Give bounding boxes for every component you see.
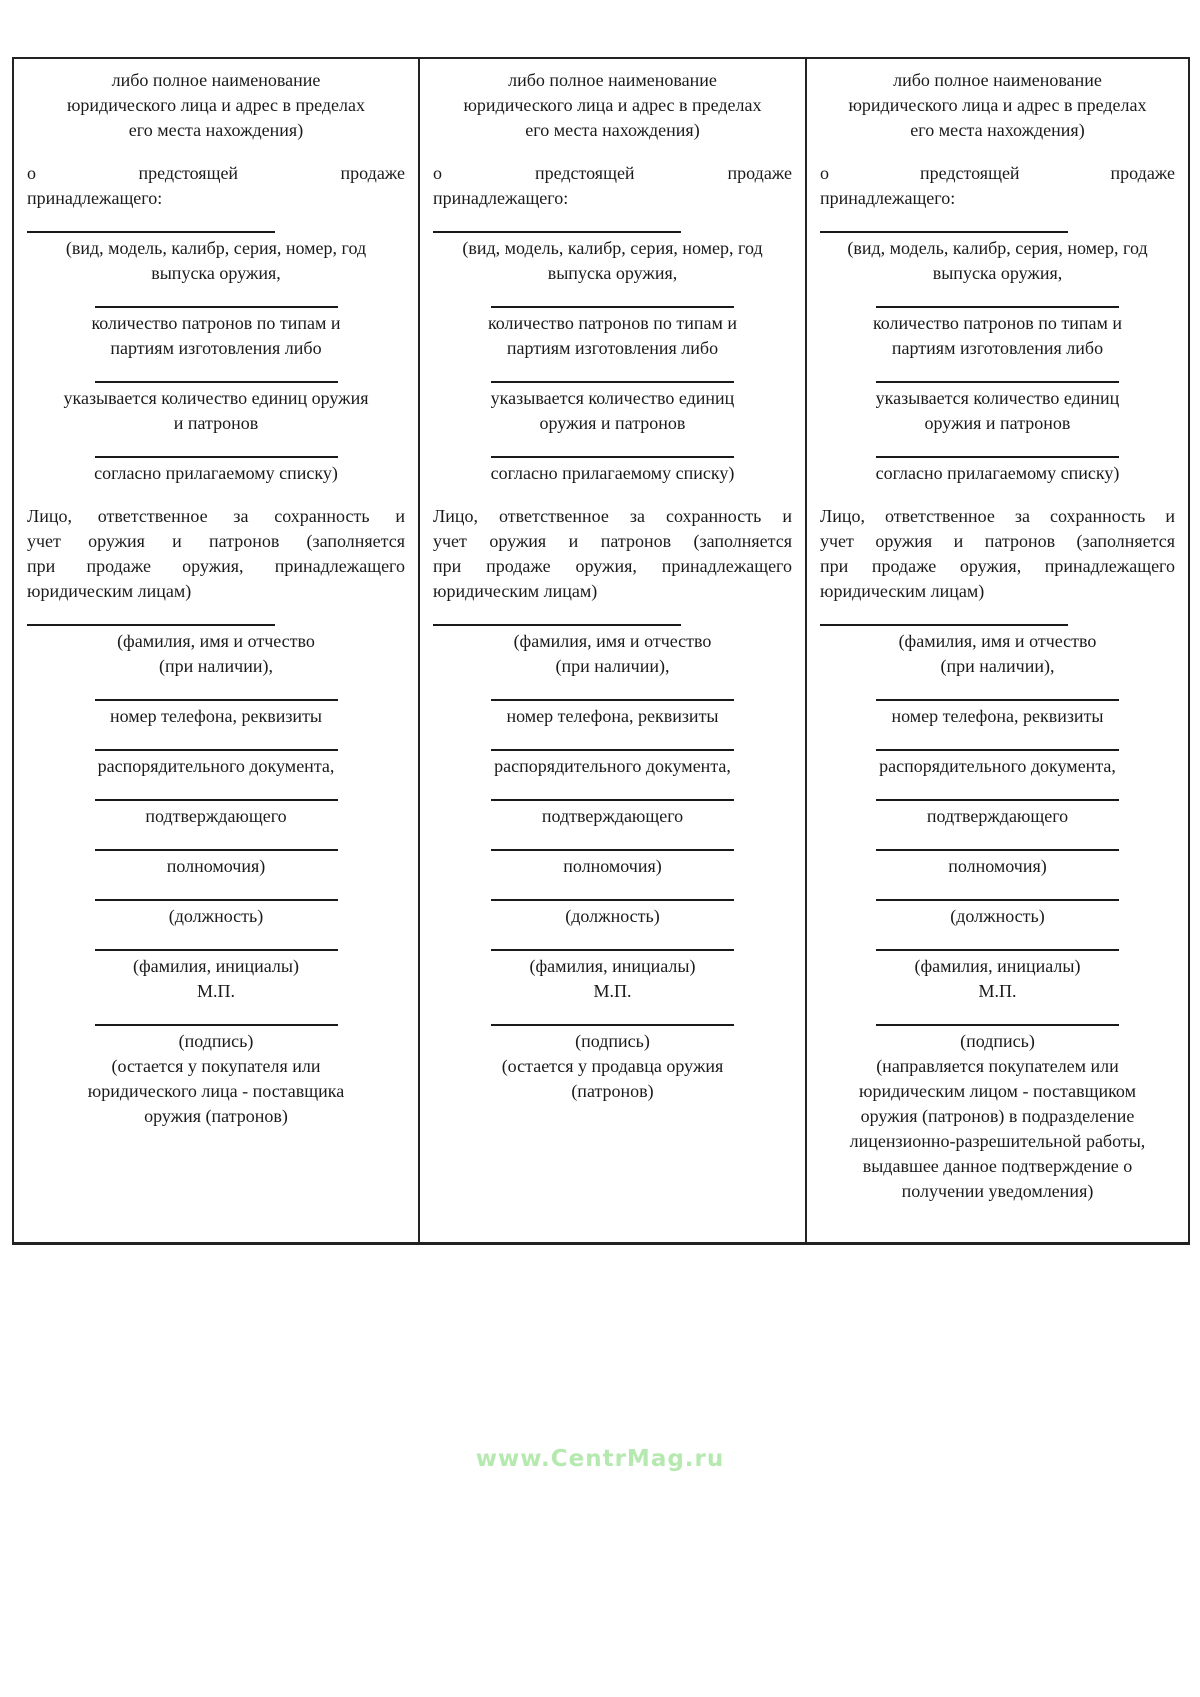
text-line: либо полное наименование bbox=[893, 70, 1102, 90]
phone-fill-line bbox=[95, 699, 338, 701]
text-line: (при наличии), bbox=[159, 656, 273, 676]
text-line: (вид, модель, калибр, серия, номер, год bbox=[462, 238, 763, 258]
text-line: (фамилия, имя и отчество bbox=[117, 631, 315, 651]
text-line: его места нахождения) bbox=[525, 120, 700, 140]
text-line: учет оружия и патронов (заполняется bbox=[27, 531, 405, 551]
text-line: (фамилия, инициалы) bbox=[133, 956, 299, 976]
text-line: его места нахождения) bbox=[910, 120, 1085, 140]
text-line: его места нахождения) bbox=[128, 120, 304, 140]
document-caption bbox=[820, 754, 1175, 779]
text-line: М.П. bbox=[593, 981, 632, 1001]
text-line: юридического лица и адрес в пределах bbox=[463, 95, 762, 115]
text-line: (фамилия, имя и отчество bbox=[513, 631, 712, 651]
text-line: партиям изготовления либо bbox=[110, 338, 322, 358]
fio-caption bbox=[27, 629, 405, 679]
signature-caption bbox=[433, 1029, 792, 1054]
text-line: (подпись) bbox=[960, 1031, 1035, 1051]
surname-stamp-caption bbox=[433, 954, 792, 1004]
text-line: лицензионно-разрешительной работы, bbox=[849, 1131, 1146, 1151]
counterparty-name-caption bbox=[433, 68, 792, 143]
text-line: либо полное наименование bbox=[508, 70, 717, 90]
cartridges-fill-line bbox=[491, 306, 734, 308]
copy-destination-note bbox=[820, 1054, 1175, 1204]
phone-caption bbox=[27, 704, 405, 729]
list-caption bbox=[27, 461, 405, 486]
surname-stamp-caption bbox=[820, 954, 1175, 1004]
position-caption bbox=[820, 904, 1175, 929]
list-caption bbox=[433, 461, 792, 486]
text-line: количество патронов по типам и bbox=[487, 313, 738, 333]
weapon-fill-line bbox=[27, 231, 275, 233]
position-caption bbox=[433, 904, 792, 929]
confirming-fill-line bbox=[876, 799, 1119, 801]
authority-caption bbox=[27, 854, 405, 879]
form-column-copy-1-buyer-supplier bbox=[14, 59, 418, 1242]
cartridges-caption bbox=[433, 311, 792, 361]
text-line: выпуска оружия, bbox=[932, 263, 1063, 283]
text-line: Лицо, ответственное за сохранность и bbox=[433, 506, 792, 526]
text-line: (направляется покупателем или bbox=[876, 1056, 1119, 1076]
text-line: юридического лица и адрес в пределах bbox=[848, 95, 1147, 115]
text-line: Лицо, ответственное за сохранность и bbox=[27, 506, 405, 526]
text-line: оружия и патронов bbox=[539, 413, 686, 433]
weapon-caption bbox=[433, 236, 792, 286]
text-line: принадлежащего: bbox=[27, 188, 163, 208]
text-line: юридическим лицам) bbox=[820, 581, 985, 601]
position-fill-line bbox=[876, 899, 1119, 901]
text-line: партиям изготовления либо bbox=[891, 338, 1104, 358]
text-line: оружия и патронов bbox=[924, 413, 1071, 433]
signature-fill-line bbox=[95, 1024, 338, 1026]
text-line: (должность) bbox=[565, 906, 660, 926]
copy-destination-note bbox=[27, 1054, 405, 1129]
signature-fill-line bbox=[491, 1024, 734, 1026]
text-line: согласно прилагаемому списку) bbox=[490, 463, 735, 483]
text-line: (фамилия, имя и отчество bbox=[898, 631, 1097, 651]
document-caption bbox=[433, 754, 792, 779]
authority-caption bbox=[433, 854, 792, 879]
units-fill-line bbox=[876, 381, 1119, 383]
notice-subject bbox=[820, 161, 1175, 211]
signature-fill-line bbox=[876, 1024, 1119, 1026]
text-line: полномочия) bbox=[948, 856, 1047, 876]
form-column-copy-2-seller bbox=[418, 59, 805, 1242]
phone-caption bbox=[433, 704, 792, 729]
signature-caption bbox=[820, 1029, 1175, 1054]
text-line: (должность) bbox=[950, 906, 1045, 926]
responsible-person-paragraph bbox=[27, 504, 405, 604]
text-line: (при наличии), bbox=[555, 656, 670, 676]
text-line: учет оружия и патронов (заполняется bbox=[820, 531, 1175, 551]
weapon-fill-line bbox=[433, 231, 681, 233]
weapon-fill-line bbox=[820, 231, 1068, 233]
phone-fill-line bbox=[491, 699, 734, 701]
text-line: количество патронов по типам и bbox=[91, 313, 341, 333]
text-line: учет оружия и патронов (заполняется bbox=[433, 531, 792, 551]
text-line: (фамилия, инициалы) bbox=[529, 956, 696, 976]
position-fill-line bbox=[491, 899, 734, 901]
text-line: Лицо, ответственное за сохранность и bbox=[820, 506, 1175, 526]
weapon-caption bbox=[820, 236, 1175, 286]
counterparty-name-caption bbox=[27, 68, 405, 143]
confirming-fill-line bbox=[95, 799, 338, 801]
text-line: указывается количество единиц bbox=[875, 388, 1120, 408]
text-line: согласно прилагаемому списку) bbox=[94, 463, 338, 483]
text-line: подтверждающего bbox=[541, 806, 684, 826]
responsible-person-paragraph bbox=[820, 504, 1175, 604]
text-line: партиям изготовления либо bbox=[506, 338, 719, 358]
notification-form-table bbox=[12, 57, 1190, 1245]
text-line: принадлежащего: bbox=[820, 188, 956, 208]
phone-fill-line bbox=[876, 699, 1119, 701]
list-fill-line bbox=[95, 456, 338, 458]
cartridges-fill-line bbox=[95, 306, 338, 308]
authority-fill-line bbox=[876, 849, 1119, 851]
units-caption bbox=[433, 386, 792, 436]
confirming-fill-line bbox=[491, 799, 734, 801]
text-line: согласно прилагаемому списку) bbox=[875, 463, 1120, 483]
weapon-caption bbox=[27, 236, 405, 286]
text-line: получении уведомления) bbox=[901, 1181, 1094, 1201]
notice-subject bbox=[433, 161, 792, 211]
text-line: оружия (патронов) в подразделение bbox=[860, 1106, 1135, 1126]
position-fill-line bbox=[95, 899, 338, 901]
text-line: распорядительного документа, bbox=[494, 756, 731, 776]
counterparty-name-caption bbox=[820, 68, 1175, 143]
text-line: при продаже оружия, принадлежащего bbox=[820, 556, 1175, 576]
text-line: (подпись) bbox=[575, 1031, 650, 1051]
cartridges-caption bbox=[27, 311, 405, 361]
responsible-person-paragraph bbox=[433, 504, 792, 604]
phone-caption bbox=[820, 704, 1175, 729]
units-fill-line bbox=[95, 381, 338, 383]
text-line: юридическим лицам) bbox=[27, 581, 192, 601]
text-line: о предстоящей продаже bbox=[820, 163, 1175, 183]
fio-fill-line bbox=[27, 624, 275, 626]
units-fill-line bbox=[491, 381, 734, 383]
confirming-caption bbox=[27, 804, 405, 829]
fio-caption bbox=[820, 629, 1175, 679]
copy-destination-note bbox=[433, 1054, 792, 1104]
text-line: (патронов) bbox=[571, 1081, 654, 1101]
fio-caption bbox=[433, 629, 792, 679]
text-line: (подпись) bbox=[178, 1031, 254, 1051]
text-line: принадлежащего: bbox=[433, 188, 569, 208]
list-caption bbox=[820, 461, 1175, 486]
text-line: выпуска оружия, bbox=[547, 263, 678, 283]
text-line: (фамилия, инициалы) bbox=[914, 956, 1081, 976]
text-line: при продаже оружия, принадлежащего bbox=[433, 556, 792, 576]
text-line: номер телефона, реквизиты bbox=[891, 706, 1104, 726]
text-line: М.П. bbox=[978, 981, 1017, 1001]
confirming-caption bbox=[820, 804, 1175, 829]
authority-caption bbox=[820, 854, 1175, 879]
text-line: подтверждающего bbox=[145, 806, 287, 826]
document-fill-line bbox=[876, 749, 1119, 751]
text-line: при продаже оружия, принадлежащего bbox=[27, 556, 405, 576]
text-line: выпуска оружия, bbox=[151, 263, 281, 283]
text-line: юридическим лицам) bbox=[433, 581, 598, 601]
text-line: полномочия) bbox=[166, 856, 266, 876]
text-line: номер телефона, реквизиты bbox=[506, 706, 719, 726]
text-line: и патронов bbox=[173, 413, 259, 433]
text-line: полномочия) bbox=[563, 856, 662, 876]
text-line: юридическим лицом - поставщиком bbox=[859, 1081, 1136, 1101]
text-line: указывается количество единиц оружия bbox=[63, 388, 369, 408]
surname-stamp-caption bbox=[27, 954, 405, 1004]
text-line: юридического лица и адрес в пределах bbox=[66, 95, 366, 115]
units-caption bbox=[27, 386, 405, 436]
position-caption bbox=[27, 904, 405, 929]
text-line: либо полное наименование bbox=[111, 70, 321, 90]
document-fill-line bbox=[491, 749, 734, 751]
text-line: (вид, модель, калибр, серия, номер, год bbox=[65, 238, 367, 258]
text-line: оружия (патронов) bbox=[144, 1106, 288, 1126]
cartridges-fill-line bbox=[876, 306, 1119, 308]
text-line: юридического лица - поставщика bbox=[87, 1081, 345, 1101]
form-column-copy-3-licensing-unit bbox=[805, 59, 1188, 1242]
document-caption bbox=[27, 754, 405, 779]
authority-fill-line bbox=[95, 849, 338, 851]
centrmag-watermark: www.CentrMag.ru bbox=[475, 1446, 725, 1472]
cartridges-caption bbox=[820, 311, 1175, 361]
confirming-caption bbox=[433, 804, 792, 829]
text-line: указывается количество единиц bbox=[490, 388, 735, 408]
list-fill-line bbox=[491, 456, 734, 458]
authority-fill-line bbox=[491, 849, 734, 851]
units-caption bbox=[820, 386, 1175, 436]
fio-fill-line bbox=[820, 624, 1068, 626]
text-line: распорядительного документа, bbox=[879, 756, 1116, 776]
text-line: выдавшее данное подтверждение о bbox=[862, 1156, 1133, 1176]
document-fill-line bbox=[95, 749, 338, 751]
text-line: (вид, модель, калибр, серия, номер, год bbox=[847, 238, 1148, 258]
text-line: распорядительного документа, bbox=[97, 756, 335, 776]
text-line: М.П. bbox=[196, 981, 235, 1001]
text-line: (остается у покупателя или bbox=[111, 1056, 321, 1076]
text-line: номер телефона, реквизиты bbox=[109, 706, 323, 726]
list-fill-line bbox=[876, 456, 1119, 458]
text-line: подтверждающего bbox=[926, 806, 1069, 826]
text-line: количество патронов по типам и bbox=[872, 313, 1123, 333]
text-line: о предстоящей продаже bbox=[433, 163, 792, 183]
notice-subject bbox=[27, 161, 405, 211]
text-line: (остается у продавца оружия bbox=[501, 1056, 724, 1076]
signature-caption bbox=[27, 1029, 405, 1054]
fio-fill-line bbox=[433, 624, 681, 626]
surname-fill-line bbox=[876, 949, 1119, 951]
surname-fill-line bbox=[491, 949, 734, 951]
text-line: (должность) bbox=[168, 906, 264, 926]
surname-fill-line bbox=[95, 949, 338, 951]
text-line: о предстоящей продаже bbox=[27, 163, 405, 183]
text-line: (при наличии), bbox=[940, 656, 1055, 676]
